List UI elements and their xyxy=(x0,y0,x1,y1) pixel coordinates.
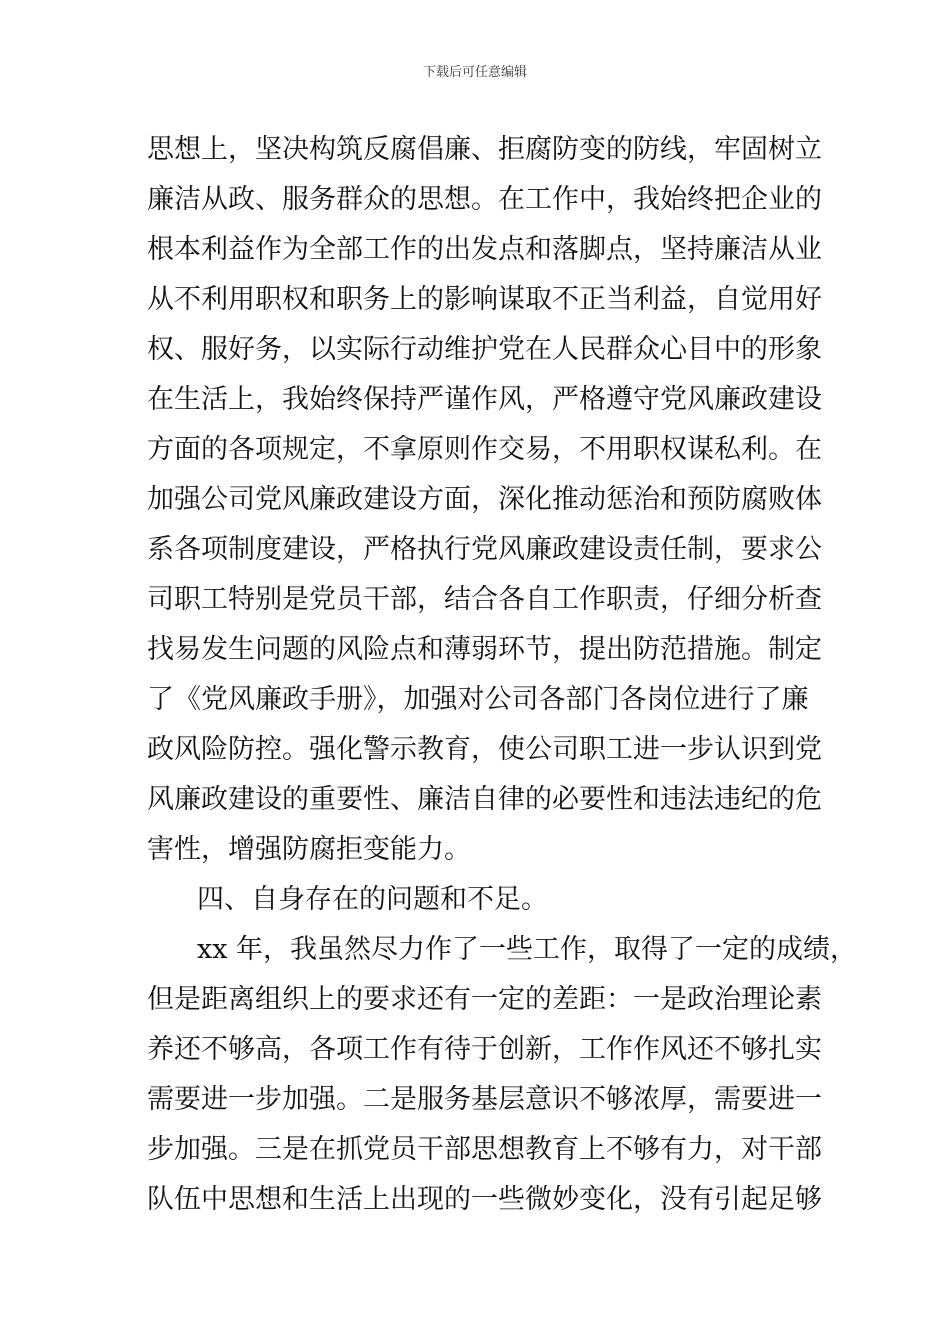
text-line: 在生活上，我始终保持严谨作风，严格遵守党风廉政建设 xyxy=(147,384,822,415)
text-line: 但是距离组织上的要求还有一定的差距：一是政治理论素 xyxy=(147,984,822,1015)
section-heading: 四、自身存在的问题和不足。 xyxy=(197,884,548,915)
text-line: 步加强。三是在抓党员干部思想教育上不够有力，对干部 xyxy=(147,1134,822,1165)
page-header-note: 下载后可任意编辑 xyxy=(422,65,527,80)
text-line: 廉洁从政、服务群众的思想。在工作中，我始终把企业的 xyxy=(147,184,822,215)
text-line: 政风险防控。强化警示教育，使公司职工进一步认识到党 xyxy=(147,734,822,765)
text-line: 方面的各项规定，不拿原则作交易，不用职权谋私利。在 xyxy=(147,434,822,465)
text-line: 养还不够高，各项工作有待于创新，工作作风还不够扎实 xyxy=(147,1034,822,1065)
text-line: 系各项制度建设，严格执行党风廉政建设责任制，要求公 xyxy=(147,534,822,565)
text-line: 了《党风廉政手册》，加强对公司各部门各岗位进行了廉 xyxy=(147,684,809,715)
text-line: 害性，增强防腐拒变能力。 xyxy=(147,834,471,865)
text-line: 根本利益作为全部工作的出发点和落脚点，坚持廉洁从业 xyxy=(147,234,822,265)
text-line: 风廉政建设的重要性、廉洁自律的必要性和违法违纪的危 xyxy=(147,784,822,815)
text-line: 队伍中思想和生活上出现的一些微妙变化，没有引起足够 xyxy=(147,1184,822,1215)
text-line: 从不利用职权和职务上的影响谋取不正当利益，自觉用好 xyxy=(147,284,822,315)
document-body xyxy=(147,125,858,1225)
text-line: 权、服好务，以实际行动维护党在人民群众心目中的形象 xyxy=(147,334,822,365)
text-line: xx 年，我虽然尽力作了一些工作，取得了一定的成绩， xyxy=(197,934,858,965)
text-line: 思想上，坚决构筑反腐倡廉、拒腐防变的防线，牢固树立 xyxy=(147,134,822,165)
text-line: 需要进一步加强。二是服务基层意识不够浓厚，需要进一 xyxy=(147,1084,822,1115)
text-line: 司职工特别是党员干部，结合各自工作职责，仔细分析查 xyxy=(147,584,822,615)
text-line: 加强公司党风廉政建设方面，深化推动惩治和预防腐败体 xyxy=(147,484,822,515)
text-line: 找易发生问题的风险点和薄弱环节，提出防范措施。制定 xyxy=(147,634,822,665)
